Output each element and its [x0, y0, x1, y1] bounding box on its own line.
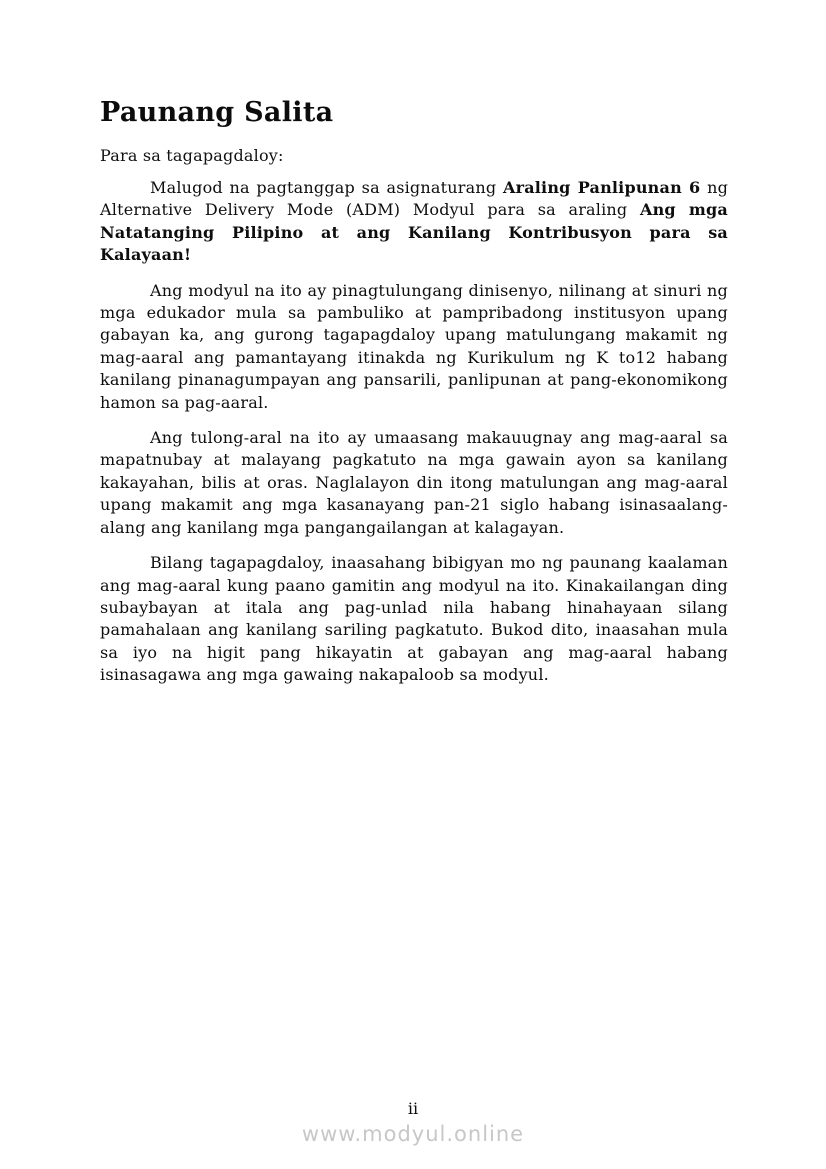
paragraph-learning-aid: Ang tulong-aral na ito ay umaasang makauugnay ang mag-aaral sa mapatnubay at malayang pagkatuto na mga gawain ayon sa kanilang kakayahan, bilis at oras. Naglalayon din itong matulungan ang mag-aaral upang makamit ang mga kasanayang pan-21 siglo habang isinasaalang-alang ang kanilang mga pangangailangan at kalagayan. — [100, 428, 728, 537]
paragraph-facilitator-role: Bilang tagapagdaloy, inaasahang bibigyan mo ng paunang kaalaman ang mag-aaral kung paano gamitin ang modyul na ito. Kinakailangan ding subaybayan at itala ang pag-unlad nila habang hinahayaan silang pamahalaan ang kanilang sariling pagkatuto. Bukod dito, inaasahan mula sa iyo na higit pang hikayatin at gabayan ang mag-aaral habang isinasagawa ang mga gawaing nakapaloob sa modyul. — [100, 553, 728, 685]
module-title-bold: Ang mga Natatanging Pilipino at ang Kanilang Kontribusyon para sa Kalayaan! — [100, 200, 728, 265]
page-footer — [0, 1097, 826, 1169]
subject-name-bold: Araling Panlipunan 6 — [502, 178, 701, 197]
page-number: ii — [407, 1099, 419, 1118]
paragraph-module-design: Ang modyul na ito ay pinagtulungang dinisenyo, nilinang at sinuri ng mga edukador mula sa pambuliko at pampribadong institusyon upang gabayan ka, ang gurong tagapagdaloy upang matulungang makamit ng mag-aaral ang pamantayang itinakda ng Kurikulum ng K to12 habang kanilang pinanagumpayan ang pansarili, panlipunan at pang-ekonomikong hamon sa pag-aaral. — [100, 280, 728, 412]
paragraph-welcome — [100, 177, 728, 267]
page-title: Paunang Salita — [100, 97, 334, 128]
paragraph-welcome-text-1: Malugod na pagtanggap sa asignaturang — [150, 178, 503, 197]
salutation-line: Para sa tagapagdaloy: — [100, 146, 284, 165]
paragraph-welcome-text-2: ng Alternative Delivery Mode (ADM) Modyul para sa araling — [100, 178, 729, 220]
watermark-text: www.modyul.online — [301, 1122, 525, 1146]
